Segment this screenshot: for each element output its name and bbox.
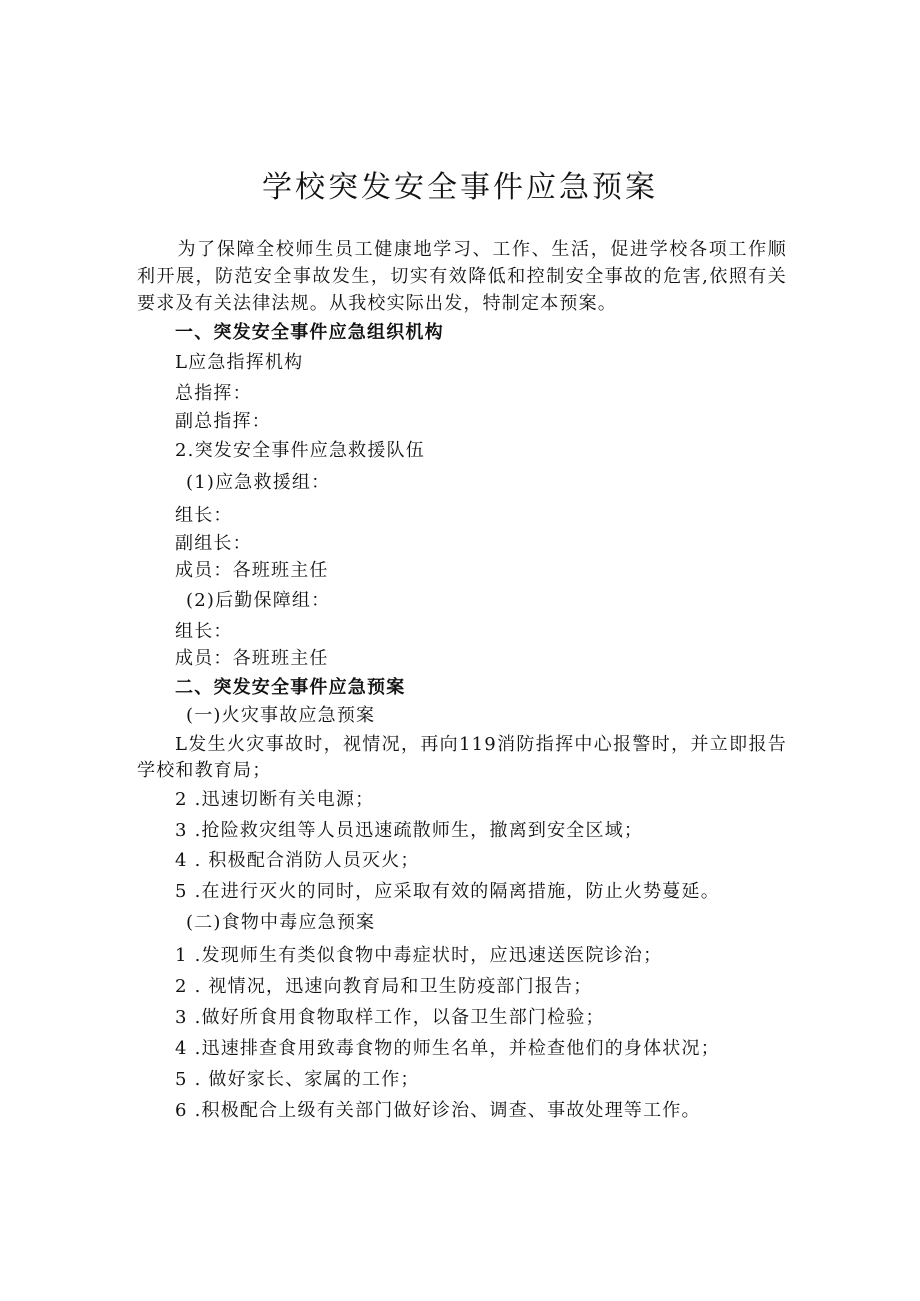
- food-plan-heading: (二)食物中毒应急预案: [186, 912, 376, 933]
- fire-item: 2 .迅速切断有关电源；: [175, 789, 375, 810]
- food-item: 2 . 视情况，迅速向教育局和卫生防疫部门报告；: [175, 976, 593, 997]
- sub-heading-command: L应急指挥机构: [175, 352, 304, 373]
- fire-item: 5 .在进行灭火的同时，应采取有效的隔离措施，防止火势蔓延。: [175, 881, 720, 902]
- fire-item: [137, 732, 787, 784]
- food-item: 6 .积极配合上级有关部门做好诊治、调查、事故处理等工作。: [175, 1100, 701, 1121]
- food-item: 5 . 做好家长、家属的工作；: [175, 1069, 420, 1090]
- rescue-group-leader: 组长：: [175, 505, 233, 526]
- food-item: 1 .发现师生有类似食物中毒症状时，应迅速送医院诊治；: [175, 945, 663, 966]
- food-item: 4 .迅速排查食用致毒食物的师生名单，并检查他们的身体状况；: [175, 1038, 720, 1059]
- logistics-group-leader: 组长：: [175, 621, 233, 642]
- commander-label: 总指挥：: [175, 383, 252, 404]
- deputy-commander-label: 副总指挥：: [175, 411, 271, 432]
- intro-text: 为了保障全校师生员工健康地学习、工作、生活，促进学校各项工作顺利开展，防范安全事故发生，切实有效降低和控制安全事故的危害,依照有关要求及有关法律法规。从我校实际出发，特制定本预案。: [137, 239, 787, 314]
- rescue-group-members: 成员：各班班主任: [175, 560, 329, 581]
- fire-item-text: L发生火灾事故时，视情况，再向119消防指挥中心报警时，并立即报告学校和教育局；: [137, 734, 787, 781]
- section2-heading: 二、突发安全事件应急预案: [175, 677, 406, 698]
- logistics-group-heading: (2)后勤保障组：: [186, 590, 331, 611]
- food-item: 3 .做好所食用食物取样工作，以备卫生部门检验；: [175, 1007, 605, 1028]
- rescue-group-deputy: 副组长：: [175, 533, 252, 554]
- rescue-group-heading: (1)应急救援组：: [186, 472, 331, 493]
- fire-item: 4 . 积极配合消防人员灭火；: [175, 850, 420, 871]
- document-title: 学校突发安全事件应急预案: [262, 170, 658, 205]
- fire-plan-heading: (一)火灾事故应急预案: [186, 705, 376, 726]
- sub-heading-rescue-team: 2.突发安全事件应急救援队伍: [175, 440, 425, 461]
- fire-item: 3 .抢险救灾组等人员迅速疏散师生，撤离到安全区域；: [175, 820, 644, 841]
- logistics-group-members: 成员：各班班主任: [175, 648, 329, 669]
- intro-paragraph: [137, 236, 787, 317]
- section1-heading: 一、突发安全事件应急组织机构: [175, 322, 444, 343]
